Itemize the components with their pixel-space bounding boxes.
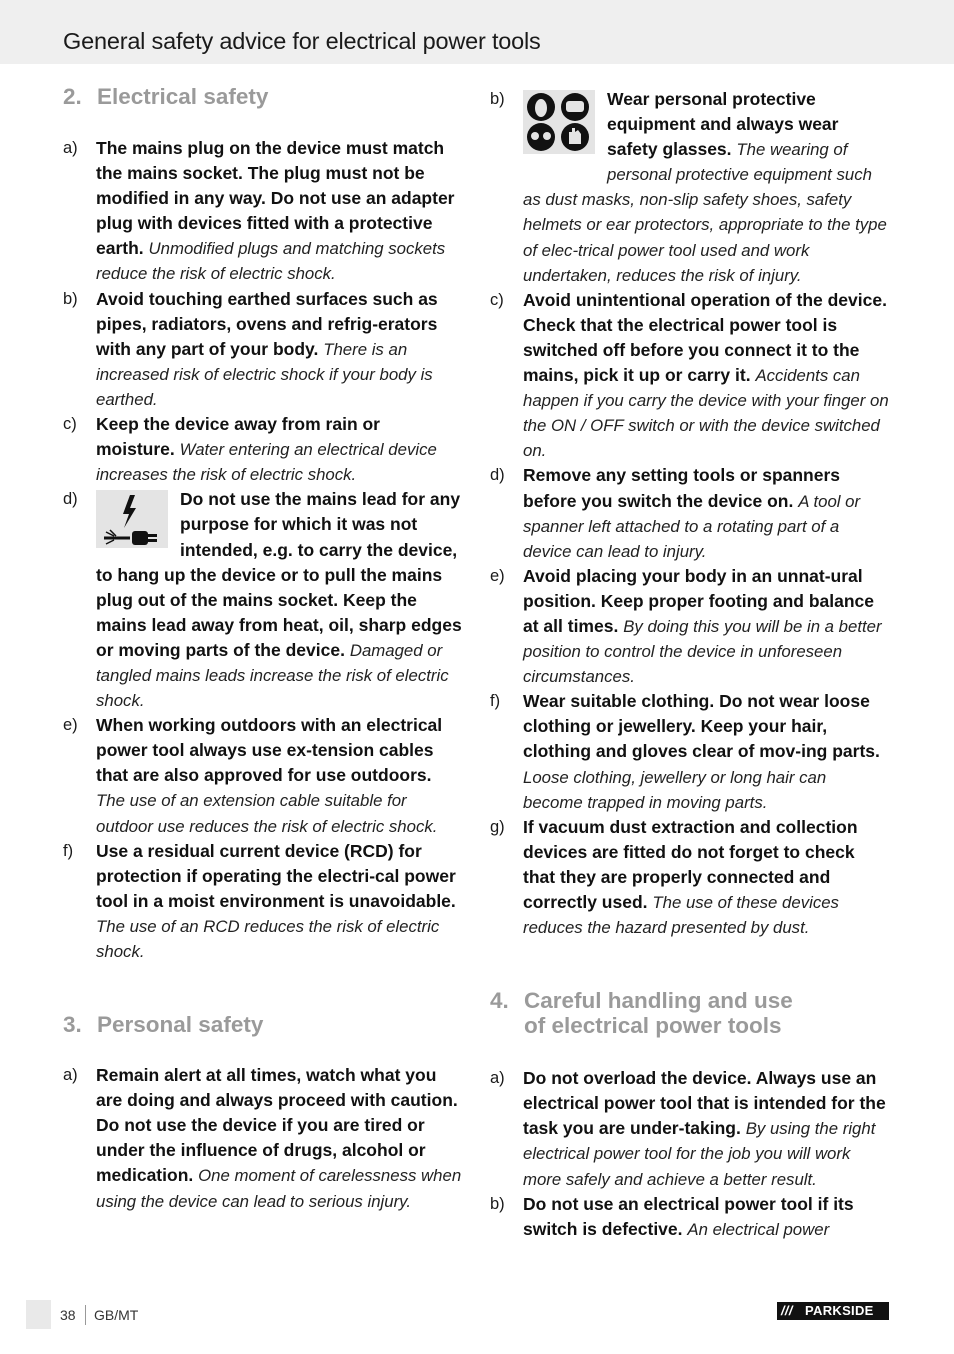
item-letter: d) [490,466,505,485]
footer-divider [85,1305,86,1325]
section-number: 4. [490,988,509,1014]
item-letter: d) [63,490,78,509]
section-title-text: Personal safety [97,1012,264,1038]
item-letter: b) [490,90,505,108]
item-instruction: Do not overload the device. Always use an electrical power tool that is intended for the task you are under-taking. [523,1068,886,1139]
list-item [63,1063,463,1214]
language-code: GB/MT [94,1307,139,1323]
list-item [490,815,890,940]
item-instruction: Wear personal protective equipment and always wear safety glasses. [607,89,839,160]
item-explanation: Water entering an electrical device increases the risk of electric shock. [96,440,437,485]
item-letter: c) [63,415,77,434]
item-instruction: Avoid placing your body in an unnat-ural position. Keep proper footing and balance at all times. [523,565,874,636]
list-item [63,713,463,838]
section-heading-careful-handling [490,988,890,1038]
list-item [63,487,463,713]
list-item [63,412,463,487]
right-column [490,87,890,1242]
item-explanation: The use of an RCD reduces the risk of electric shock. [96,916,440,961]
item-explanation: Loose clothing, jewellery or long hair can become trapped in moving parts. [523,767,827,812]
item-letter: a) [63,139,78,157]
item-instruction: Do not use the mains lead for any purpose for which it was not intended, e.g. to carry the device, to hang up the device or to pull the mains plug out of the mains socket. Keep the mains lead away from heat, oil, sharp edges or moving parts of the device. [96,489,462,660]
item-instruction: If vacuum dust extraction and collection devices are fitted do not forget to check that they are properly connected and correctly used. [523,816,858,912]
list-item [490,564,890,689]
item-letter: e) [63,716,78,735]
item-instruction: The mains plug on the device must match the mains socket. The plug must not be modified in any way. Do not use an adapter plug with devices fitted with a protective earth. [96,138,455,259]
item-explanation: The wearing of personal protective equipment such as dust masks, non-slip safety shoes, safety helmets or ear protectors, appropriate to the type of elec-trical power tool used and work undertaken, reduces the risk of injury. [523,140,887,285]
item-letter: f) [63,841,74,860]
item-instruction: When working outdoors with an electrical power tool always use ex-tension cables that are also approved for use outdoors. [96,715,443,786]
item-instruction: Use a residual current device (RCD) for protection if operating the electri-cal power tool in a moist environment is unavoidable. [96,840,456,911]
item-explanation: The use of an extension cable suitable for outdoor use reduces the risk of electric shock. [96,791,438,836]
list-item [490,463,890,563]
section-title-line-1: Careful handling and use [524,988,793,1014]
list-item [63,839,463,964]
item-letter: a) [63,1066,78,1085]
item-instruction: Wear suitable clothing. Do not wear loose clothing or jewellery. Keep your hair, clothing and gloves clear of mov-ing parts. [523,691,880,762]
page-number: 38 [60,1307,76,1323]
item-instruction: Remove any setting tools or spanners before you switch the device on. [523,465,841,511]
page-header [0,0,954,64]
section-number: 3. [63,1012,82,1038]
item-instruction: Keep the device away from rain or moisture. [96,414,380,460]
protective-equipment-icon [523,90,595,161]
item-letter: b) [63,289,78,308]
item-instruction: Do not use an electrical power tool if its switch is defective. [523,1193,854,1239]
item-explanation: Unmodified plugs and matching sockets reduce the risk of electric shock. [96,239,446,284]
page-title: General safety advice for electrical power tools [63,28,541,54]
item-explanation: A tool or spanner left attached to a rotating part of a device can lead to injury. [523,491,861,561]
item-letter: a) [490,1069,505,1088]
item-instruction: Avoid unintentional operation of the device. Check that the electrical power tool is switched off before you connect it to the mains, pick it up or carry it. [523,289,887,386]
list-item [63,136,463,287]
item-explanation: Accidents can happen if you carry the device with your finger on the ON / OFF switch or with the device switched on. [523,366,889,461]
item-instruction: Remain alert at all times, watch what you are doing and always proceed with caution. Do not use the device if you are tired or under the influence of drugs, alcohol or medication. [96,1065,458,1186]
electric-shock-cable-icon [96,490,168,555]
left-column [63,84,463,1214]
section-heading-electrical-safety [63,84,463,109]
item-explanation: An electrical power [687,1219,830,1239]
item-letter: f) [490,692,501,711]
section-title-text: Electrical safety [97,84,269,109]
list-item [490,288,890,464]
section-number: 2. [63,84,82,109]
parkside-logo [777,1302,889,1320]
item-explanation: By doing this you will be in a better position to control the device in unforeseen circumstances. [523,616,882,687]
item-explanation: Damaged or tangled mains leads increase the risk of electric shock. [96,640,449,711]
item-explanation: One moment of carelessness when using the device can lead to serious injury. [96,1166,462,1211]
footer-tab [26,1300,51,1329]
item-explanation: By using the right electrical power tool for the job you will work more safely and achieve a better result. [523,1119,876,1189]
item-letter: b) [490,1194,505,1213]
item-letter: e) [490,566,505,585]
item-explanation: The use of these devices reduces the hazard presented by dust. [523,893,839,938]
list-item [63,287,463,412]
section-title-line-2: of electrical power tools [524,1013,782,1039]
list-item [490,87,890,288]
logo-text: PARKSIDE [805,1303,874,1318]
item-letter: g) [490,817,505,836]
section-heading-personal-safety [63,1012,463,1037]
item-instruction: Avoid touching earthed surfaces such as pipes, radiators, ovens and refrig-erators with any part of your body. [96,288,438,359]
item-letter: c) [490,290,504,309]
logo-stripes: /// [781,1303,793,1318]
item-explanation: There is an increased risk of electric shock if your body is earthed. [96,339,433,409]
list-item [490,1192,890,1242]
list-item [490,689,890,814]
list-item [490,1066,890,1191]
